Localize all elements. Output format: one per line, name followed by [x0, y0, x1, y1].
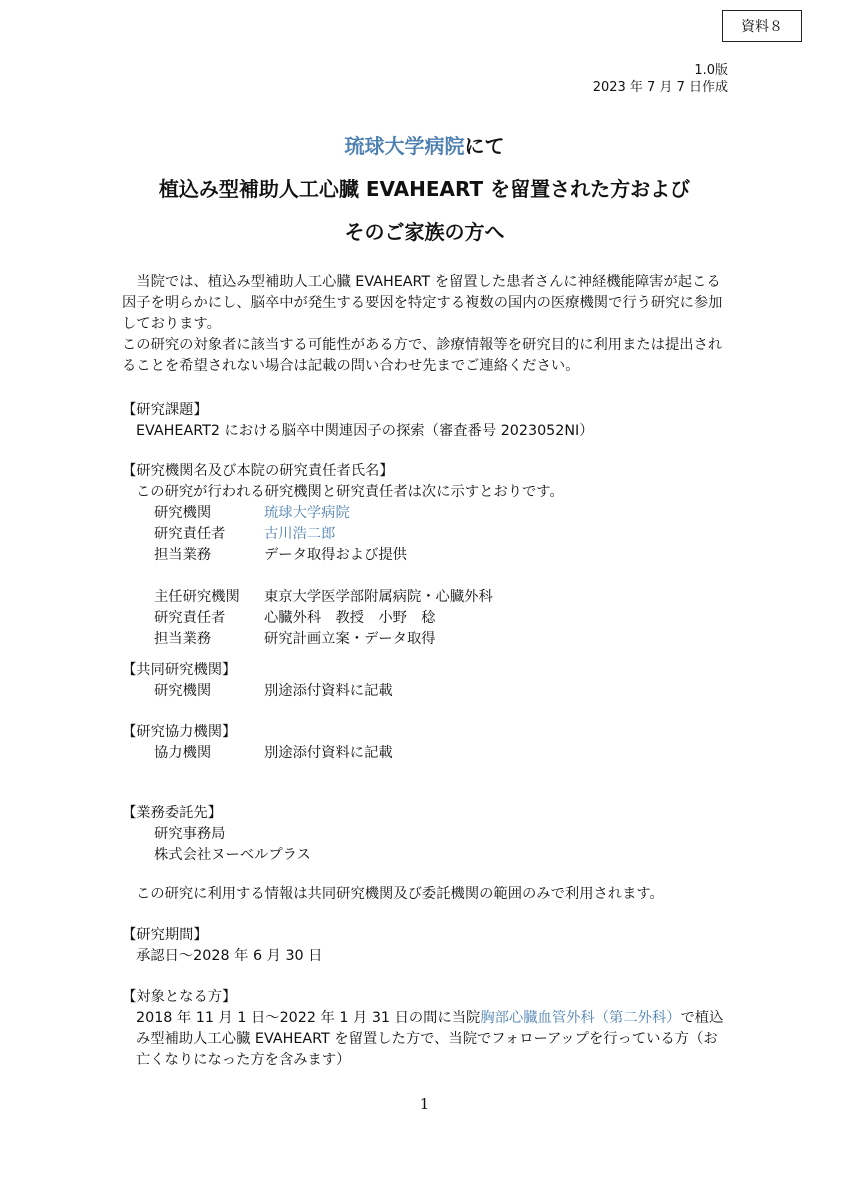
outsourcing-line-2: 株式会社ヌーベルプラス — [154, 847, 311, 863]
local-institution-value: 琉球大学病院 — [264, 505, 350, 521]
row-key: 研究機関 — [154, 505, 212, 521]
coop-row — [122, 743, 742, 764]
main-pi-value: 心臓外科 教授 小野 稔 — [264, 610, 436, 626]
joint-heading: 【共同研究機関】 — [122, 662, 237, 678]
main-duty-row — [154, 629, 742, 650]
version-text: 1.0版 — [694, 63, 728, 78]
local-pi-row — [154, 524, 742, 545]
target-heading: 【対象となる方】 — [122, 989, 237, 1005]
outsourcing-section — [122, 803, 742, 866]
title-line-1 — [0, 130, 849, 159]
main-institution-row — [154, 587, 742, 608]
local-institution-row — [154, 503, 742, 524]
row-key: 主任研究機関 — [154, 589, 240, 605]
outsourcing-heading: 【業務委託先】 — [122, 805, 223, 821]
period-section — [122, 925, 742, 967]
version-block — [593, 62, 728, 96]
intro-section — [122, 272, 730, 377]
target-part-2: で植込み型補助人工心臓 EVAHEART を留置した方で、当院でフォローアップを行っている方（お亡くなりになった方を含みます） — [136, 1010, 724, 1068]
target-section — [122, 987, 742, 1071]
main-duty-value: 研究計画立案・データ取得 — [264, 631, 436, 647]
research-title-section — [122, 400, 742, 442]
intro-paragraph-1: 当院では、植込み型補助人工心臓 EVAHEART を留置した患者さんに神経機能障害が起こる因子を明らかにし、脳卒中が発生する要因を特定する複数の国内の医療機関で行う研究に参加しております。 — [122, 274, 723, 332]
period-heading: 【研究期間】 — [122, 927, 208, 943]
joint-section — [122, 660, 742, 702]
main-institution-value: 東京大学医学部附属病院・心臓外科 — [264, 589, 493, 605]
research-title-heading: 【研究課題】 — [122, 402, 208, 418]
document-label: 資料８ — [741, 19, 783, 35]
target-part-1: 2018 年 11 月 1 日～2022 年 1 月 31 日の間に当院 — [136, 1010, 481, 1026]
institutions-section — [122, 461, 742, 650]
joint-row — [122, 681, 742, 702]
created-date: 2023 年 7 月 7 日作成 — [592, 80, 728, 95]
target-department: 胸部心臓血管外科（第二外科） — [480, 1010, 681, 1026]
page-number: 1 — [419, 1095, 430, 1113]
row-key: 協力機関 — [154, 745, 212, 761]
row-key: 担当業務 — [154, 547, 212, 563]
coop-value: 別途添付資料に記載 — [264, 745, 393, 761]
main-pi-row — [154, 608, 742, 629]
local-duty-value: データ取得および提供 — [264, 547, 407, 563]
document-label-box — [722, 10, 802, 42]
joint-value: 別途添付資料に記載 — [264, 683, 393, 699]
coop-section — [122, 722, 742, 764]
intro-paragraph-2: この研究の対象者に該当する可能性がある方で、診療情報等を研究目的に利用または提出されることを希望されない場合は記載の問い合わせ先までご連絡ください。 — [122, 337, 723, 374]
target-text — [122, 1008, 742, 1071]
institutions-lead: この研究が行われる研究機関と研究責任者は次に示すとおりです。 — [136, 484, 564, 500]
title-hospital-name: 琉球大学病院 — [344, 134, 465, 158]
row-key: 研究責任者 — [154, 526, 226, 542]
local-duty-row — [154, 545, 742, 566]
period-value: 承認日～2028 年 6 月 30 日 — [136, 948, 323, 964]
coop-heading: 【研究協力機関】 — [122, 724, 237, 740]
title-line-2: 植込み型補助人工心臓 EVAHEART を留置された方および — [158, 177, 691, 201]
title-line-3: そのご家族の方へ — [344, 220, 505, 244]
row-key: 研究責任者 — [154, 610, 226, 626]
outsourcing-line-1: 研究事務局 — [154, 826, 226, 842]
usage-note: この研究に利用する情報は共同研究機関及び委託機関の範囲のみで利用されます。 — [136, 886, 664, 902]
local-pi-value: 古川浩二郎 — [264, 526, 336, 542]
title-line-1-suffix: にて — [464, 134, 505, 158]
row-key: 担当業務 — [154, 631, 212, 647]
institutions-heading: 【研究機関名及び本院の研究責任者氏名】 — [122, 463, 394, 479]
research-title-value: EVAHEART2 における脳卒中関連因子の探索（審査番号 2023052NI） — [136, 423, 594, 439]
row-key: 研究機関 — [154, 683, 212, 699]
